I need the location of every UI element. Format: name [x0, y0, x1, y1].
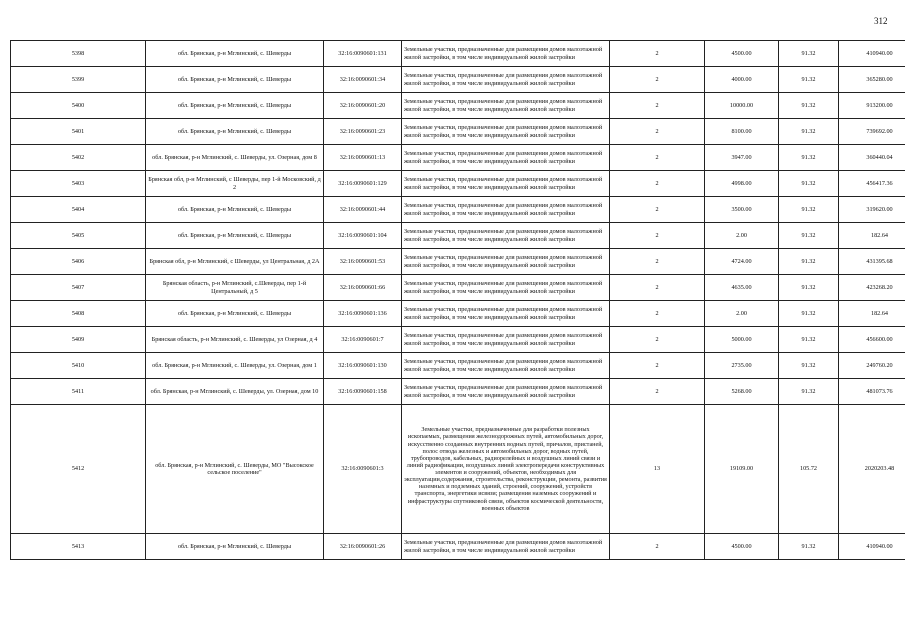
specific-value-cell: 91.32: [779, 301, 839, 327]
cadastral-number-cell: 32:16:0090601:23: [324, 119, 402, 145]
address-cell: обл. Брянская, р-н Мглинский, с. Шеверды, ул. Озерная, дом 8: [146, 145, 324, 171]
row-number: 5408: [11, 301, 146, 327]
table-row: [11, 41, 905, 67]
cadastral-value-cell: 456600.00: [839, 327, 905, 353]
cadastral-value-cell: 360440.04: [839, 145, 905, 171]
cadastral-number-cell: 32:16:0090601:13: [324, 145, 402, 171]
row-number: 5405: [11, 223, 146, 249]
land-use-cell: Земельные участки, предназначенные для размещения домов малоэтажной жилой застройки, в том числе индивидуальной жилой застройки: [402, 249, 610, 275]
land-use-cell: Земельные участки, предназначенные для размещения домов малоэтажной жилой застройки, в том числе индивидуальной жилой застройки: [402, 197, 610, 223]
specific-value-cell: 91.32: [779, 41, 839, 67]
row-number: 5409: [11, 327, 146, 353]
table-row: [11, 93, 905, 119]
table-row: [11, 223, 905, 249]
area-cell: 4000.00: [705, 67, 779, 93]
land-use-cell: Земельные участки, предназначенные для размещения домов малоэтажной жилой застройки, в том числе индивидуальной жилой застройки: [402, 171, 610, 197]
area-cell: 4724.00: [705, 249, 779, 275]
land-use-cell: Земельные участки, предназначенные для размещения домов малоэтажной жилой застройки, в том числе индивидуальной жилой застройки: [402, 534, 610, 560]
cadastral-number-cell: 32:16:0090601:158: [324, 379, 402, 405]
row-number: 5407: [11, 275, 146, 301]
row-number: 5402: [11, 145, 146, 171]
land-use-cell: Земельные участки, предназначенные для размещения домов малоэтажной жилой застройки, в том числе индивидуальной жилой застройки: [402, 275, 610, 301]
table-row: [11, 327, 905, 353]
area-cell: 4500.00: [705, 41, 779, 67]
cadastral-number-cell: 32:16:0090601:20: [324, 93, 402, 119]
category-code-cell: 2: [610, 275, 705, 301]
specific-value-cell: 91.32: [779, 534, 839, 560]
land-use-cell: Земельные участки, предназначенные для размещения домов малоэтажной жилой застройки, в том числе индивидуальной жилой застройки: [402, 93, 610, 119]
category-code-cell: 2: [610, 534, 705, 560]
cadastral-number-cell: 32:16:0090601:26: [324, 534, 402, 560]
row-number: 5398: [11, 41, 146, 67]
land-use-cell: Земельные участки, предназначенные для размещения домов малоэтажной жилой застройки, в том числе индивидуальной жилой застройки: [402, 67, 610, 93]
cadastral-value-cell: 182.64: [839, 301, 905, 327]
specific-value-cell: 91.32: [779, 145, 839, 171]
area-cell: 3947.00: [705, 145, 779, 171]
cadastral-number-cell: 32:16:0090601:7: [324, 327, 402, 353]
table-row: [11, 249, 905, 275]
specific-value-cell: 91.32: [779, 93, 839, 119]
land-use-cell: Земельные участки, предназначенные для размещения домов малоэтажной жилой застройки, в том числе индивидуальной жилой застройки: [402, 327, 610, 353]
land-cadastral-value-table: [10, 40, 905, 560]
area-cell: 3500.00: [705, 197, 779, 223]
address-cell: обл. Брянская, р-н Мглинский, с. Шеверды: [146, 223, 324, 249]
address-cell: обл. Брянская, р-н Мглинский, с. Шеверды: [146, 93, 324, 119]
cadastral-number-cell: 32:16:0090601:131: [324, 41, 402, 67]
category-code-cell: 2: [610, 119, 705, 145]
specific-value-cell: 91.32: [779, 275, 839, 301]
land-use-cell: Земельные участки, предназначенные для размещения домов малоэтажной жилой застройки, в том числе индивидуальной жилой застройки: [402, 353, 610, 379]
category-code-cell: 2: [610, 197, 705, 223]
table-row: [11, 145, 905, 171]
address-cell: обл. Брянская, р-н Мглинский, с. Шеверды: [146, 119, 324, 145]
cadastral-value-cell: 913200.00: [839, 93, 905, 119]
cadastral-number-cell: 32:16:0090601:3: [324, 405, 402, 534]
category-code-cell: 2: [610, 171, 705, 197]
page-number: 312: [874, 16, 888, 26]
category-code-cell: 2: [610, 249, 705, 275]
table-row: [11, 197, 905, 223]
row-number: 5404: [11, 197, 146, 223]
table-row: [11, 534, 905, 560]
cadastral-value-cell: 182.64: [839, 223, 905, 249]
category-code-cell: 2: [610, 379, 705, 405]
row-number: 5412: [11, 405, 146, 534]
specific-value-cell: 91.32: [779, 379, 839, 405]
cadastral-value-cell: 481073.76: [839, 379, 905, 405]
specific-value-cell: 105.72: [779, 405, 839, 534]
area-cell: 2735.00: [705, 353, 779, 379]
area-cell: 5268.00: [705, 379, 779, 405]
address-cell: Брянская область, р-н Мглинский, с. Шеверды, ул Озерная, д 4: [146, 327, 324, 353]
cadastral-value-cell: 431395.68: [839, 249, 905, 275]
cadastral-number-cell: 32:16:0090601:130: [324, 353, 402, 379]
table-row: [11, 353, 905, 379]
address-cell: обл. Брянская, р-н Мглинский, с. Шеверды: [146, 41, 324, 67]
area-cell: 2.00: [705, 223, 779, 249]
address-cell: обл. Брянская, р-н Мглинский, с. Шеверды: [146, 67, 324, 93]
land-use-cell: Земельные участки, предназначенные для размещения домов малоэтажной жилой застройки, в том числе индивидуальной жилой застройки: [402, 41, 610, 67]
row-number: 5400: [11, 93, 146, 119]
area-cell: 2.00: [705, 301, 779, 327]
address-cell: обл. Брянская, р-н Мглинский, с. Шеверды: [146, 301, 324, 327]
row-number: 5399: [11, 67, 146, 93]
cadastral-value-cell: 423268.20: [839, 275, 905, 301]
address-cell: Брянская область, р-н Мглинский, с.Шеверды, пер 1-й Центральный, д 5: [146, 275, 324, 301]
cadastral-number-cell: 32:16:0090601:129: [324, 171, 402, 197]
land-use-cell: Земельные участки, предназначенные для размещения домов малоэтажной жилой застройки, в том числе индивидуальной жилой застройки: [402, 379, 610, 405]
category-code-cell: 2: [610, 353, 705, 379]
land-use-cell: Земельные участки, предназначенные для разработки полезных ископаемых, размещения железнодорожных путей, автомобильных дорог, искусственно созданных внутренних водных путей, причалов, пристаней, полос отвода железных и автомобильных дорог, водных путей, трубопроводов, кабельных, радиорелейных и воздушных линий связи и линий радиофикации, воздушных линий электропередачи конструктивных элементов и сооружений, объектов, необходимых для эксплуатации,содержания, строительства, реконструкции, ремонта, развития наземных и подземных зданий, строений, сооружений, устройств транспорта, энергетики исвязи; размещения наземных сооружений и инфраструктуры спутниковой связи, объектов космической деятельности, военных объектов: [402, 405, 610, 534]
area-cell: 4998.00: [705, 171, 779, 197]
row-number: 5403: [11, 171, 146, 197]
category-code-cell: 2: [610, 93, 705, 119]
row-number: 5410: [11, 353, 146, 379]
land-use-cell: Земельные участки, предназначенные для размещения домов малоэтажной жилой застройки, в том числе индивидуальной жилой застройки: [402, 301, 610, 327]
row-number: 5406: [11, 249, 146, 275]
specific-value-cell: 91.32: [779, 353, 839, 379]
cadastral-number-cell: 32:16:0090601:104: [324, 223, 402, 249]
table-row: [11, 171, 905, 197]
specific-value-cell: 91.32: [779, 197, 839, 223]
specific-value-cell: 91.32: [779, 327, 839, 353]
table-row: [11, 275, 905, 301]
category-code-cell: 2: [610, 327, 705, 353]
cadastral-number-cell: 32:16:0090601:34: [324, 67, 402, 93]
area-cell: 8100.00: [705, 119, 779, 145]
table-row: [11, 405, 905, 534]
area-cell: 4635.00: [705, 275, 779, 301]
cadastral-value-cell: 2020203.48: [839, 405, 905, 534]
cadastral-value-cell: 249760.20: [839, 353, 905, 379]
address-cell: обл. Брянская, р-н Мглинский, с. Шеверды, ул. Озерная, дом 1: [146, 353, 324, 379]
specific-value-cell: 91.32: [779, 249, 839, 275]
specific-value-cell: 91.32: [779, 67, 839, 93]
table-row: [11, 379, 905, 405]
address-cell: обл. Брянская, р-н Мглинский, с. Шеверды, МО "Высокское сельское поселение": [146, 405, 324, 534]
table-row: [11, 67, 905, 93]
category-code-cell: 2: [610, 145, 705, 171]
address-cell: обл. Брянская, р-н Мглинский, с. Шеверды: [146, 534, 324, 560]
area-cell: 10000.00: [705, 93, 779, 119]
row-number: 5401: [11, 119, 146, 145]
address-cell: обл. Брянская, р-н Мглинский, с. Шеверды, ул. Озерная, дом 10: [146, 379, 324, 405]
area-cell: 4500.00: [705, 534, 779, 560]
specific-value-cell: 91.32: [779, 223, 839, 249]
address-cell: Брянская обл, р-н Мглинский, с Шеверды, ул Центральная, д 2А: [146, 249, 324, 275]
cadastral-value-cell: 739692.00: [839, 119, 905, 145]
table-row: [11, 301, 905, 327]
area-cell: 19109.00: [705, 405, 779, 534]
category-code-cell: 2: [610, 301, 705, 327]
row-number: 5411: [11, 379, 146, 405]
table-row: [11, 119, 905, 145]
category-code-cell: 2: [610, 223, 705, 249]
row-number: 5413: [11, 534, 146, 560]
cadastral-number-cell: 32:16:0090601:136: [324, 301, 402, 327]
address-cell: Брянская обл, р-н Мглинский, с Шеверды, пер 1-й Московский, д 2: [146, 171, 324, 197]
cadastral-value-cell: 365280.00: [839, 67, 905, 93]
cadastral-value-cell: 456417.36: [839, 171, 905, 197]
land-use-cell: Земельные участки, предназначенные для размещения домов малоэтажной жилой застройки, в том числе индивидуальной жилой застройки: [402, 223, 610, 249]
cadastral-value-cell: 410940.00: [839, 534, 905, 560]
cadastral-number-cell: 32:16:0090601:53: [324, 249, 402, 275]
category-code-cell: 13: [610, 405, 705, 534]
cadastral-value-cell: 319620.00: [839, 197, 905, 223]
area-cell: 5000.00: [705, 327, 779, 353]
cadastral-value-cell: 410940.00: [839, 41, 905, 67]
specific-value-cell: 91.32: [779, 171, 839, 197]
cadastral-number-cell: 32:16:0090601:44: [324, 197, 402, 223]
cadastral-number-cell: 32:16:0090601:66: [324, 275, 402, 301]
category-code-cell: 2: [610, 41, 705, 67]
specific-value-cell: 91.32: [779, 119, 839, 145]
category-code-cell: 2: [610, 67, 705, 93]
land-use-cell: Земельные участки, предназначенные для размещения домов малоэтажной жилой застройки, в том числе индивидуальной жилой застройки: [402, 145, 610, 171]
address-cell: обл. Брянская, р-н Мглинский, с. Шеверды: [146, 197, 324, 223]
land-use-cell: Земельные участки, предназначенные для размещения домов малоэтажной жилой застройки, в том числе индивидуальной жилой застройки: [402, 119, 610, 145]
